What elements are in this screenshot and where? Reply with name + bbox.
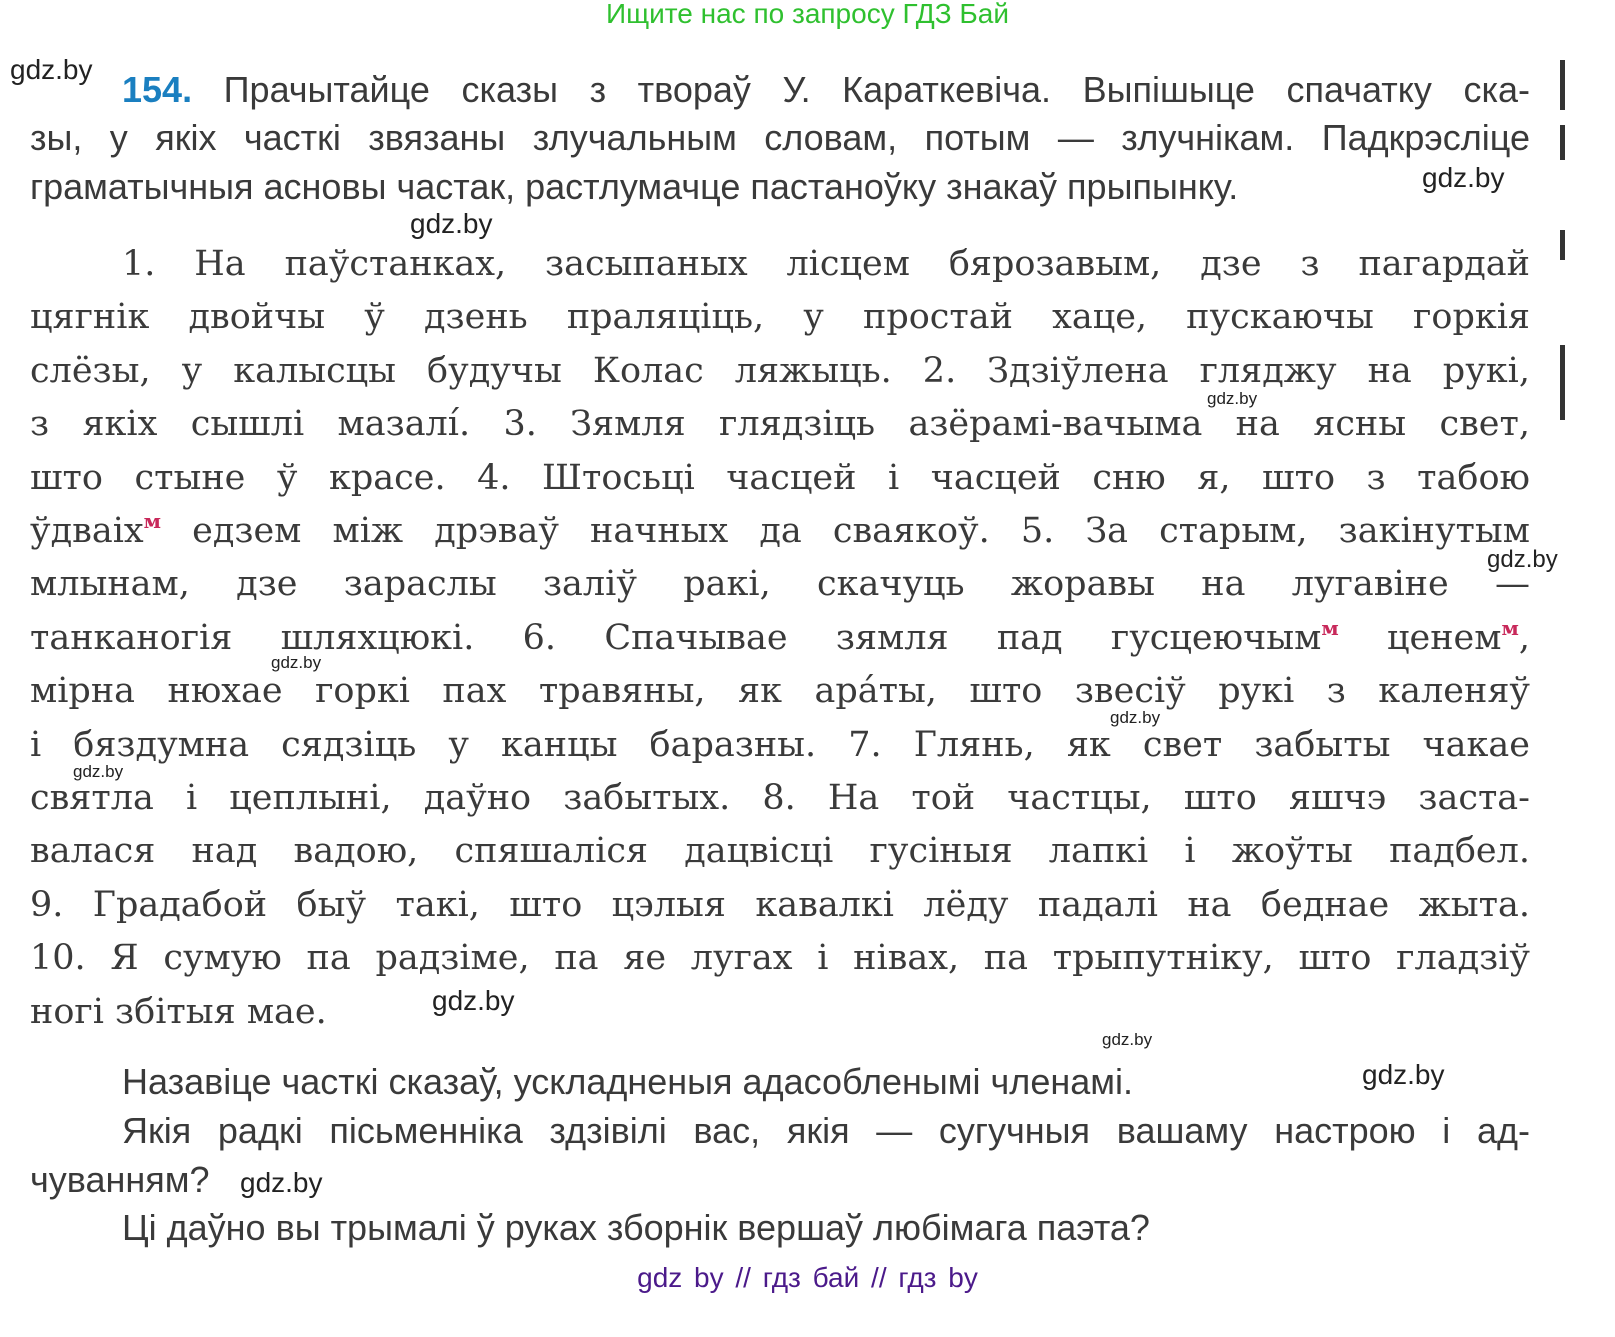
text-line [30,454,1530,502]
text-segment: 9. Градабой быў такі, што цэлыя кавалкі лёду падалі на беднае жыта. [30,884,1530,925]
text-line [30,507,1530,555]
watermark: gdz.by [240,1167,323,1198]
watermark: gdz.by [73,762,124,781]
text-segment: 10. Я сумую па радзіме, па яе лугах і нівах, па трыпутніку, што гладзіў [30,938,1530,979]
watermark: gdz.by [271,653,322,672]
text-line [30,934,1530,982]
text-line [30,774,1530,822]
question-line: Якія радкі пісьменніка здзівілі вас, якія — сугучныя вашаму настрою і ад- [122,1110,1530,1151]
text-segment: што стыне ў красе. 4. Штосьці часцей і часцей сню я, што з табою [30,457,1530,498]
text-segment: слёзы, у калысцы будучы Колас ляжыць. 2. Здзіўлена гляджу на рукі, [30,350,1530,391]
page-edge [1560,125,1565,160]
text-segment: , [1518,617,1530,658]
watermark: gdz.by [410,208,493,239]
text-segment: і бяздумна сядзіць у канцы баразны. 7. Глянь, як свет забыты чакае [30,724,1530,765]
watermark: gdz.by [1102,1030,1153,1049]
text-segment: цягнік двойчы ў дзень праляціць, у простай хаце, пускаючы горкія [30,297,1530,338]
page-edge [1560,345,1565,420]
question-line: Назавіце часткі сказаў, ускладненыя адасобленымі членамі. [122,1061,1133,1102]
watermark: gdz.by [10,54,93,85]
footer-watermark: gdz by // гдз бай // гдз by [637,1262,978,1293]
footnote-mark: м [143,509,162,533]
text-line [30,827,1530,875]
text-line [30,881,1530,929]
text-segment: з якіх сышлі мазалі́. 3. Зямля глядзіць азёрамі-вачыма на ясны свет, [30,404,1530,445]
watermark: gdz.by [432,985,515,1016]
text-line [30,988,1530,1036]
text-segment: ногі збітыя мае. [30,991,327,1032]
text-segment: святла і цеплыні, даўно забытых. 8. На той частцы, што яшчэ заста- [30,778,1530,818]
text-line [30,614,1530,662]
text-segment: едзем між дрэваў начных да сваякоў. 5. За старым, закінутым [161,511,1530,551]
page-edge [1560,60,1565,110]
question-line: чуванням? [30,1159,210,1200]
page-edge [1560,230,1565,260]
text-segment: 1. На паўстанках, засыпаных лісцем бярозавым, дзе з пагардай [122,244,1530,284]
text-line [30,347,1530,395]
question-line: Ці даўно вы трымалі ў руках зборнік вершаў любімага паэта? [122,1207,1150,1248]
task-line: зы, у якіх часткі звязаны злучальным словам, потым — злучнікам. Падкрэсліце [30,117,1530,158]
text-line [30,400,1530,448]
watermark: gdz.by [1362,1059,1445,1090]
text-segment: танканогія шляхцюкі. 6. Спачывае зямля пад гусцеючым [30,617,1322,658]
text-line [30,293,1530,341]
text-segment: валася над вадою, спяшаліся дацвісці гусіныя лапкі і жоўты падбел. [30,831,1530,872]
watermark: gdz.by [1487,546,1558,573]
watermark: gdz.by [1422,162,1505,193]
task-line [122,68,1530,112]
text-line [122,240,1530,288]
text-segment: ўдваіх [30,511,144,551]
exercise-number: 154. [122,69,193,110]
task-text: Прачытайце сказы з твораў У. Караткевіча. Выпішыце спачатку ска- [223,69,1531,110]
task-line: граматычныя асновы частак, растлумачце пастаноўку знакаў прыпынку. [30,166,1239,207]
text-segment: млынам, дзе зараслы заліў ракі, скачуць жоравы на лугавіне — [30,564,1530,605]
footnote-mark: м [1501,615,1519,640]
text-segment: ценем [1338,617,1502,658]
top-banner: Ищите нас по запросу ГДЗ Бай [605,0,1010,29]
footnote-mark: м [1321,615,1339,640]
text-segment: мірна нюхае горкі пах травяны, як ара́ты, што звесіў рукі з каленяў [30,671,1530,712]
text-line [30,560,1530,608]
watermark: gdz.by [1207,389,1258,408]
text-line [30,667,1530,715]
watermark: gdz.by [1110,708,1161,727]
text-line [30,721,1530,769]
